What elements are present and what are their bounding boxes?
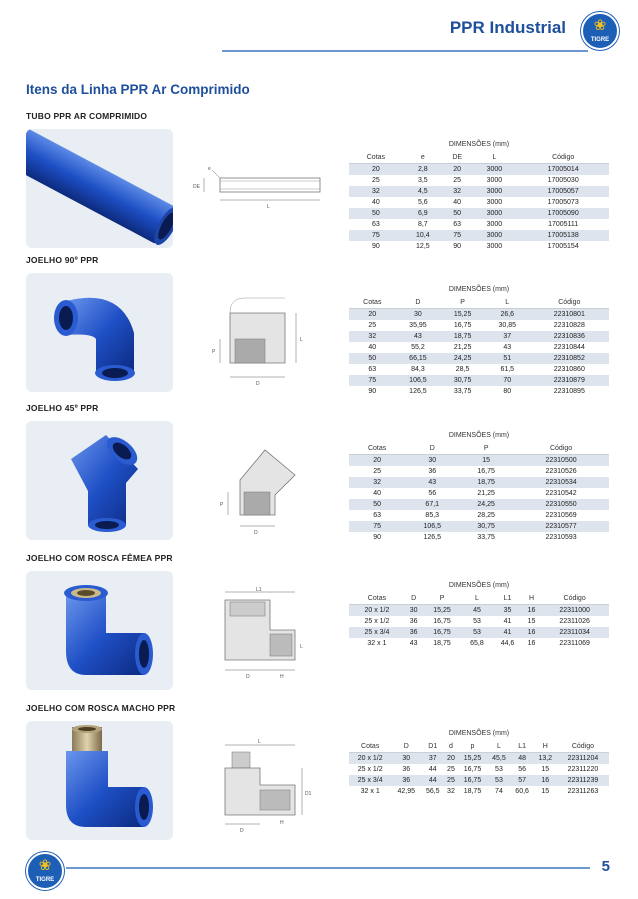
table-cell: 16,75 (459, 466, 513, 477)
logo-text: TIGRE (590, 37, 610, 43)
table-cell: 22310879 (530, 375, 609, 386)
table-cell: 15 (523, 616, 540, 627)
table-cell: 51 (485, 353, 530, 364)
table-cell: 75 (443, 230, 472, 241)
table-cell: 70 (485, 375, 530, 386)
table-cell: 63 (349, 364, 396, 375)
table-cell: 66,15 (396, 353, 441, 364)
table-cell: 63 (443, 219, 472, 230)
female-photo (26, 571, 173, 690)
male-label-d1: D1 (305, 791, 312, 797)
table-cell: 30 (405, 455, 459, 467)
elbow45-label-p: P (220, 502, 224, 508)
female-label-l: L (300, 644, 303, 650)
table-cell: 30 (396, 309, 441, 321)
table-cell: 18,75 (459, 477, 513, 488)
table-header: Cotas (349, 152, 403, 164)
table-header: L (485, 297, 530, 309)
table-cell: 80 (485, 386, 530, 397)
table-cell: 35,95 (396, 320, 441, 331)
table-row (349, 532, 609, 543)
table-cell: 3000 (472, 197, 518, 208)
table-cell: 22310569 (513, 510, 609, 521)
table-cell: 40 (349, 488, 405, 499)
female-label-h: H (280, 674, 284, 680)
table-cell: 32 (444, 786, 457, 797)
table-cell: 37 (485, 331, 530, 342)
table-header: Cotas (349, 443, 405, 455)
table-cell: 18,75 (458, 786, 488, 797)
table-row (349, 197, 609, 208)
table-header: P (440, 297, 485, 309)
table-cell: 44 (421, 764, 444, 775)
table-cell: 22310852 (530, 353, 609, 364)
table-header: P (422, 593, 461, 605)
table-cell: 42,95 (391, 786, 421, 797)
elbow45-dims-label: DIMENSÕES (mm) (448, 432, 510, 439)
male-title: JOELHO COM ROSCA MACHO PPR (26, 703, 176, 713)
table-cell: 22310534 (513, 477, 609, 488)
table-cell: 53 (462, 627, 493, 638)
table-cell: 41 (492, 616, 523, 627)
table-cell: 90 (443, 241, 472, 252)
table-cell: 4,5 (403, 186, 443, 197)
table-cell: 17005030 (517, 175, 609, 186)
table-row (349, 320, 609, 331)
table-row (349, 375, 609, 386)
table-cell: 53 (487, 775, 510, 786)
tigre-logo (581, 12, 619, 50)
male-label-l: L (258, 739, 261, 745)
elbow90-table (349, 297, 609, 397)
table-cell: 20 x 1/2 (349, 753, 391, 765)
table-cell: 6,9 (403, 208, 443, 219)
male-photo (26, 721, 173, 840)
table-row (349, 638, 609, 649)
table-cell: 32 (349, 477, 405, 488)
section-title: Itens da Linha PPR Ar Comprimido (26, 82, 250, 97)
table-cell: 22311000 (540, 605, 609, 617)
tube-title: TUBO PPR AR COMPRIMIDO (26, 111, 148, 121)
table-cell: 22311220 (557, 764, 609, 775)
table-cell: 75 (349, 521, 405, 532)
table-cell: 16,75 (458, 775, 488, 786)
table-cell: 26,6 (485, 309, 530, 321)
table-cell: 25 (349, 466, 405, 477)
table-cell: 36 (391, 775, 421, 786)
table-cell: 25 x 3/4 (349, 627, 405, 638)
table-cell: 22310828 (530, 320, 609, 331)
elbow90-image (26, 273, 173, 392)
table-cell: 17005154 (517, 241, 609, 252)
paw-icon: ❀ (38, 857, 52, 874)
tube-label-de: DE (193, 184, 200, 190)
table-cell: 5,6 (403, 197, 443, 208)
table-row (349, 164, 609, 176)
table-header: Código (517, 152, 609, 164)
female-table (349, 593, 609, 649)
table-cell: 43 (405, 477, 459, 488)
table-cell: 30 (405, 605, 422, 617)
female-image (26, 571, 173, 690)
table-cell: 3,5 (403, 175, 443, 186)
table-cell: 22310860 (530, 364, 609, 375)
table-cell: 8,7 (403, 219, 443, 230)
table-cell: 3000 (472, 241, 518, 252)
table-cell: 15,25 (440, 309, 485, 321)
table-header: L (462, 593, 493, 605)
table-cell: 2,8 (403, 164, 443, 176)
table-cell: 3000 (472, 186, 518, 197)
table-cell: 106,5 (396, 375, 441, 386)
elbow90-drawing (200, 293, 320, 388)
table-cell: 32 (349, 331, 396, 342)
table-cell: 40 (349, 197, 403, 208)
table-cell: 74 (487, 786, 510, 797)
table-cell: 45,5 (487, 753, 510, 765)
table-cell: 126,5 (396, 386, 441, 397)
table-cell: 25 (444, 764, 457, 775)
table-row (349, 186, 609, 197)
table-cell: 16,75 (458, 764, 488, 775)
table-cell: 25 x 1/2 (349, 616, 405, 627)
table-cell: 22311263 (557, 786, 609, 797)
table-cell: 18,75 (422, 638, 461, 649)
male-drawing (200, 740, 320, 835)
header-divider (222, 50, 588, 52)
table-row (349, 786, 609, 797)
table-row (349, 521, 609, 532)
table-header: DE (443, 152, 472, 164)
table-cell: 22310836 (530, 331, 609, 342)
header-title: PPR Industrial (449, 18, 566, 37)
table-cell: 17005090 (517, 208, 609, 219)
table-cell: 17005073 (517, 197, 609, 208)
table-cell: 17005014 (517, 164, 609, 176)
table-cell: 22310500 (513, 455, 609, 467)
table-header: D (405, 593, 422, 605)
elbow90-dims-label: DIMENSÕES (mm) (448, 286, 510, 293)
table-header: D (391, 741, 421, 753)
female-title: JOELHO COM ROSCA FÊMEA PPR (26, 553, 173, 563)
table-cell: 90 (349, 532, 405, 543)
table-cell: 36 (405, 627, 422, 638)
table-cell: 85,3 (405, 510, 459, 521)
elbow90-photo (26, 273, 173, 392)
table-row (349, 175, 609, 186)
table-cell: 16,75 (422, 627, 461, 638)
table-cell: 3000 (472, 230, 518, 241)
table-cell: 30,75 (440, 375, 485, 386)
table-cell: 63 (349, 510, 405, 521)
table-cell: 12,5 (403, 241, 443, 252)
male-label-d: D (240, 828, 244, 834)
table-cell: 32 (349, 186, 403, 197)
table-cell: 17005057 (517, 186, 609, 197)
table-cell: 20 (349, 455, 405, 467)
table-cell: 16 (534, 775, 557, 786)
tube-label-l: L (267, 204, 270, 210)
table-row (349, 775, 609, 786)
table-cell: 22311069 (540, 638, 609, 649)
table-row (349, 499, 609, 510)
table-cell: 28,25 (459, 510, 513, 521)
table-cell: 22310801 (530, 309, 609, 321)
table-cell: 32 x 1 (349, 786, 391, 797)
table-cell: 18,75 (440, 331, 485, 342)
table-header: D1 (421, 741, 444, 753)
table-cell: 15,25 (458, 753, 488, 765)
table-header: Cotas (349, 297, 396, 309)
table-cell: 44 (421, 775, 444, 786)
tube-drawing (190, 160, 330, 210)
table-cell: 56,5 (421, 786, 444, 797)
table-header: d (444, 741, 457, 753)
tube-label-e: e (208, 166, 211, 172)
table-cell: 22310526 (513, 466, 609, 477)
table-row (349, 364, 609, 375)
table-cell: 16 (523, 638, 540, 649)
table-cell: 25 x 3/4 (349, 775, 391, 786)
table-cell: 22310577 (513, 521, 609, 532)
table-header: p (458, 741, 488, 753)
table-cell: 22310895 (530, 386, 609, 397)
table-cell: 45 (462, 605, 493, 617)
table-cell: 37 (421, 753, 444, 765)
table-cell: 30 (391, 753, 421, 765)
table-cell: 67,1 (405, 499, 459, 510)
elbow45-title: JOELHO 45º PPR (26, 403, 99, 413)
table-header: Código (530, 297, 609, 309)
male-label-h: H (280, 820, 284, 826)
table-cell: 10,4 (403, 230, 443, 241)
table-row (349, 342, 609, 353)
table-cell: 28,5 (440, 364, 485, 375)
table-cell: 30,85 (485, 320, 530, 331)
table-cell: 90 (349, 386, 396, 397)
table-cell: 17005138 (517, 230, 609, 241)
table-header: Cotas (349, 593, 405, 605)
female-label-l1: L1 (256, 587, 262, 593)
table-cell: 3000 (472, 219, 518, 230)
table-cell: 90 (349, 241, 403, 252)
logo-text: TIGRE (35, 877, 55, 883)
female-dims-label: DIMENSÕES (mm) (448, 582, 510, 589)
table-row (349, 331, 609, 342)
female-label-d: D (246, 674, 250, 680)
table-cell: 50 (349, 499, 405, 510)
table-cell: 15 (534, 764, 557, 775)
table-row (349, 627, 609, 638)
table-cell: 25 (349, 175, 403, 186)
table-cell: 22310542 (513, 488, 609, 499)
table-cell: 50 (349, 353, 396, 364)
table-cell: 24,25 (459, 499, 513, 510)
table-row (349, 605, 609, 617)
table-cell: 40 (349, 342, 396, 353)
elbow45-drawing (200, 440, 320, 535)
table-cell: 55,2 (396, 342, 441, 353)
table-row (349, 488, 609, 499)
table-cell: 57 (511, 775, 534, 786)
table-cell: 53 (462, 616, 493, 627)
table-cell: 22311026 (540, 616, 609, 627)
table-header: L1 (511, 741, 534, 753)
elbow45-table (349, 443, 609, 543)
table-cell: 60,6 (511, 786, 534, 797)
tube-table (349, 152, 609, 252)
table-row (349, 309, 609, 321)
table-cell: 15,25 (422, 605, 461, 617)
table-cell: 3000 (472, 164, 518, 176)
table-cell: 84,3 (396, 364, 441, 375)
table-cell: 3000 (472, 175, 518, 186)
table-cell: 25 (349, 320, 396, 331)
table-cell: 48 (511, 753, 534, 765)
table-row (349, 230, 609, 241)
table-header: Código (513, 443, 609, 455)
elbow45-image (26, 421, 173, 540)
table-cell: 56 (405, 488, 459, 499)
table-header: Código (540, 593, 609, 605)
table-cell: 25 (444, 775, 457, 786)
table-cell: 16,75 (422, 616, 461, 627)
table-cell: 20 (443, 164, 472, 176)
table-cell: 22310593 (513, 532, 609, 543)
table-cell: 40 (443, 197, 472, 208)
elbow45-label-d: D (254, 530, 258, 536)
table-row (349, 353, 609, 364)
table-cell: 20 x 1/2 (349, 605, 405, 617)
table-row (349, 466, 609, 477)
table-cell: 15 (534, 786, 557, 797)
table-cell: 65,8 (462, 638, 493, 649)
tube-photo (26, 129, 173, 248)
elbow90-title: JOELHO 90º PPR (26, 255, 99, 265)
table-cell: 50 (349, 208, 403, 219)
table-cell: 61,5 (485, 364, 530, 375)
male-image (26, 721, 173, 840)
table-cell: 53 (487, 764, 510, 775)
table-header: e (403, 152, 443, 164)
table-cell: 16 (523, 605, 540, 617)
table-cell: 17005111 (517, 219, 609, 230)
table-cell: 25 (443, 175, 472, 186)
elbow90-label-p: P (212, 349, 216, 355)
table-cell: 20 (444, 753, 457, 765)
elbow90-label-d: D (256, 381, 260, 387)
footer-divider (66, 867, 590, 869)
table-cell: 41 (492, 627, 523, 638)
table-cell: 43 (396, 331, 441, 342)
table-header: Cotas (349, 741, 391, 753)
table-cell: 36 (405, 466, 459, 477)
tube-image (26, 129, 173, 248)
table-cell: 16,75 (440, 320, 485, 331)
table-cell: 33,75 (440, 386, 485, 397)
table-cell: 35 (492, 605, 523, 617)
paw-icon: ❀ (593, 17, 607, 34)
table-cell: 22310550 (513, 499, 609, 510)
table-header: D (405, 443, 459, 455)
table-cell: 22311239 (557, 775, 609, 786)
male-dims-label: DIMENSÕES (mm) (448, 730, 510, 737)
table-row (349, 764, 609, 775)
table-cell: 36 (405, 616, 422, 627)
table-header: D (396, 297, 441, 309)
table-cell: 30,75 (459, 521, 513, 532)
table-cell: 126,5 (405, 532, 459, 543)
table-cell: 22311034 (540, 627, 609, 638)
table-cell: 21,25 (459, 488, 513, 499)
table-cell: 50 (443, 208, 472, 219)
table-cell: 13,2 (534, 753, 557, 765)
table-cell: 75 (349, 230, 403, 241)
table-cell: 43 (485, 342, 530, 353)
elbow45-photo (26, 421, 173, 540)
table-cell: 106,5 (405, 521, 459, 532)
table-row (349, 241, 609, 252)
table-cell: 16 (523, 627, 540, 638)
male-table (349, 741, 609, 797)
table-row (349, 455, 609, 467)
table-header: L1 (492, 593, 523, 605)
table-cell: 21,25 (440, 342, 485, 353)
table-cell: 75 (349, 375, 396, 386)
table-row (349, 616, 609, 627)
table-cell: 56 (511, 764, 534, 775)
table-cell: 33,75 (459, 532, 513, 543)
table-cell: 20 (349, 164, 403, 176)
table-header: P (459, 443, 513, 455)
table-row (349, 208, 609, 219)
table-cell: 3000 (472, 208, 518, 219)
page-number: 5 (601, 858, 610, 875)
table-cell: 32 x 1 (349, 638, 405, 649)
table-row (349, 753, 609, 765)
table-cell: 22311204 (557, 753, 609, 765)
tube-dims-label: DIMENSÕES (mm) (448, 141, 510, 148)
table-cell: 44,6 (492, 638, 523, 649)
table-header: Código (557, 741, 609, 753)
table-header: H (534, 741, 557, 753)
table-cell: 36 (391, 764, 421, 775)
table-cell: 22310844 (530, 342, 609, 353)
footer-tigre-logo (26, 852, 64, 890)
table-cell: 24,25 (440, 353, 485, 364)
table-cell: 43 (405, 638, 422, 649)
table-cell: 32 (443, 186, 472, 197)
table-cell: 15 (459, 455, 513, 467)
elbow90-label-l: L (300, 337, 303, 343)
table-cell: 20 (349, 309, 396, 321)
table-row (349, 510, 609, 521)
table-cell: 25 x 1/2 (349, 764, 391, 775)
table-row (349, 477, 609, 488)
table-header: L (487, 741, 510, 753)
table-header: H (523, 593, 540, 605)
female-drawing (200, 588, 320, 683)
table-row (349, 386, 609, 397)
table-row (349, 219, 609, 230)
table-cell: 63 (349, 219, 403, 230)
table-header: L (472, 152, 518, 164)
